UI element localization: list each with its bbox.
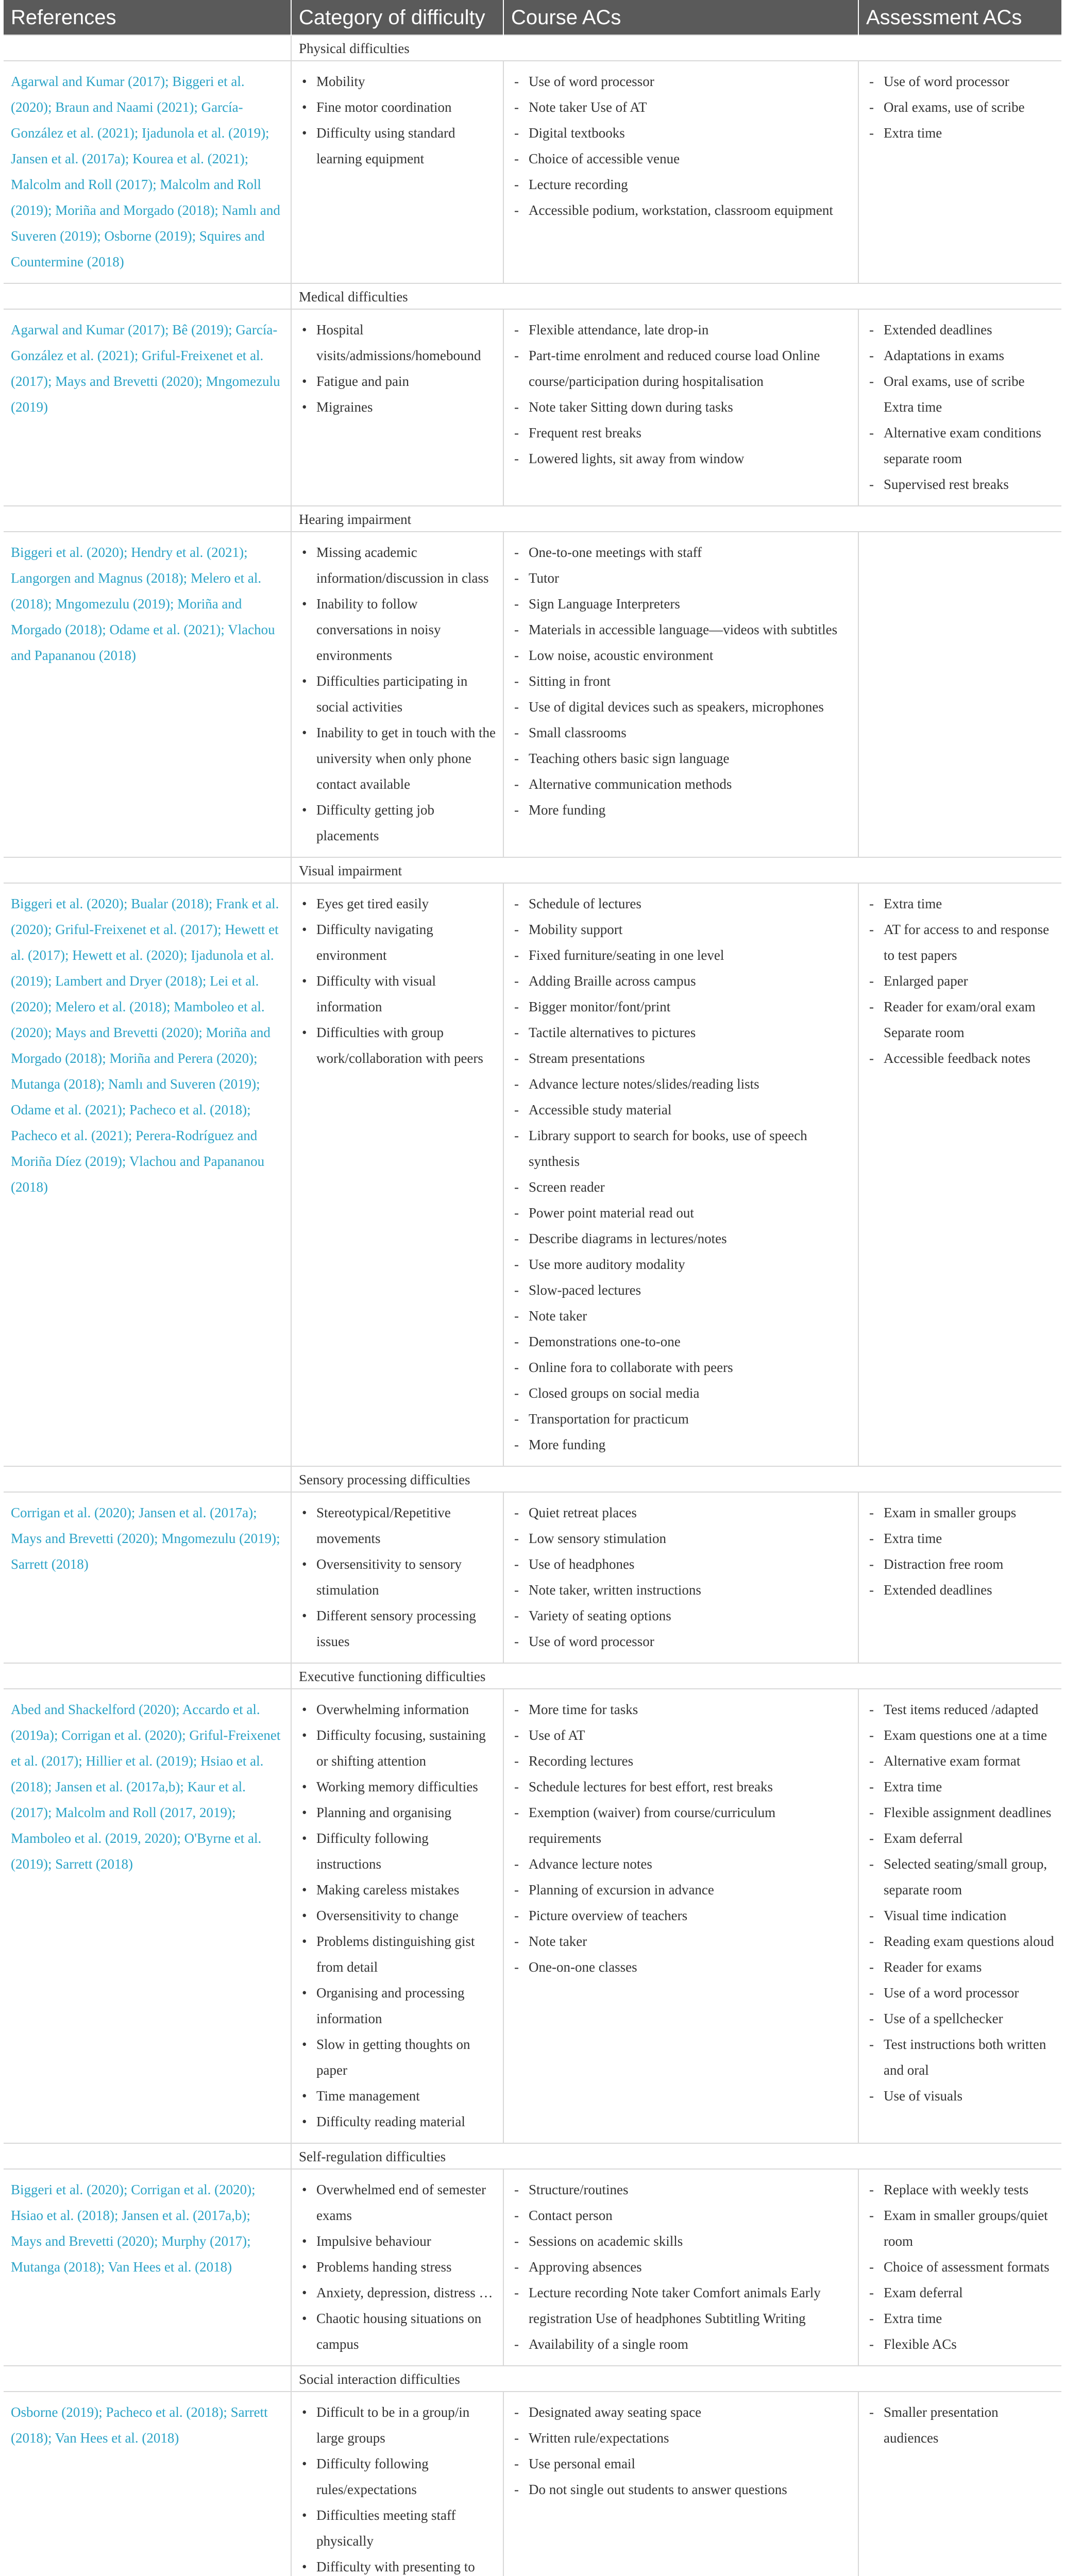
list-item: - Structure/routines [511,2177,851,2202]
list-item: - Choice of assessment formats [866,2254,1054,2280]
course-acs-cell [503,532,858,857]
list-item: - Sessions on academic skills [511,2228,851,2254]
list-item: • Overwhelming information [299,1697,496,1722]
list-item: - Exam deferral [866,1825,1054,1851]
list-item: • Planning and organising [299,1800,496,1825]
bullet-list [866,69,1054,146]
list-item: - More time for tasks [511,1697,851,1722]
list-item: • Fine motor coordination [299,94,496,120]
list-item: - One-to-one meetings with staff [511,539,851,565]
list-item: - Oral exams, use of scribe [866,94,1054,120]
section-title: Hearing impairment [291,506,1061,532]
list-item: - Use of headphones [511,1551,851,1577]
list-item: - Fixed furniture/seating in one level [511,942,851,968]
list-item: • Overwhelmed end of semester exams [299,2177,496,2228]
section-spacer [4,2366,291,2392]
list-item: - Stream presentations [511,1045,851,1071]
list-item: • Time management [299,2083,496,2109]
list-item: - Teaching others basic sign language [511,745,851,771]
bullet-list [299,539,496,849]
bullet-list [866,317,1054,497]
list-item: - Closed groups on social media [511,1380,851,1406]
assessment-acs-cell [858,2169,1061,2366]
list-item: • Difficult to be in a group/in large groups [299,2399,496,2451]
bullet-list [866,1500,1054,1603]
list-item: - Extra time [866,2306,1054,2331]
bullet-list [299,1500,496,1654]
list-item: • Difficulties meeting staff physically [299,2502,496,2554]
list-item: • Difficulty focusing, sustaining or shifting attention [299,1722,496,1774]
list-item: • Chaotic housing situations on campus [299,2306,496,2357]
list-item: - Test items reduced /adapted [866,1697,1054,1722]
list-item: - Frequent rest breaks [511,420,851,446]
list-item: - Use of word processor [511,1629,851,1654]
list-item: - Supervised rest breaks [866,471,1054,497]
list-item: - Use of digital devices such as speakers, microphones [511,694,851,720]
list-item: - Tutor [511,565,851,591]
list-item: • Difficulty with visual information [299,968,496,1020]
references-cell: Osborne (2019); Pacheco et al. (2018); Sarrett (2018); Van Hees et al. (2018) [4,2392,291,2576]
header-references: References [4,0,291,35]
list-item: - Accessible feedback notes [866,1045,1054,1071]
list-item: - Adaptations in exams [866,343,1054,368]
table-body [4,35,1061,2576]
references-cell: Agarwal and Kumar (2017); Bê (2019); García-González et al. (2021); Griful-Freixenet et al. (2017); Mays and Brevetti (2020); Mngomezulu (2019) [4,309,291,506]
table-row [4,309,1061,506]
list-item: - Use of visuals [866,2083,1054,2109]
category-cell [291,883,503,1466]
course-acs-cell [503,2169,858,2366]
list-item: - Transportation for practicum [511,1406,851,1432]
list-item: - Replace with weekly tests [866,2177,1054,2202]
bullet-list [866,2177,1054,2357]
list-item: - Accessible study material [511,1097,851,1123]
list-item: - Note taker, written instructions [511,1577,851,1603]
list-item: • Anxiety, depression, distress … [299,2280,496,2306]
list-item: - Low noise, acoustic environment [511,642,851,668]
list-item: - Alternative exam conditions separate room [866,420,1054,471]
list-item: - Use of a spellchecker [866,2006,1054,2031]
references-cell: Abed and Shackelford (2020); Accardo et al. (2019a); Corrigan et al. (2020); Griful-Freixenet et al. (2017); Hillier et al. (2019); Hsiao et al. (2018); Jansen et al. (2017a,b); Kaur et al. (2017); Malcolm and Roll (2017, 2019); Mamboleo et al. (2019, 2020); O'Byrne et al. (2019); Sarrett (2018) [4,1689,291,2143]
section-title-row [4,857,1061,883]
list-item: - Extended deadlines [866,317,1054,343]
list-item: - Flexible ACs [866,2331,1054,2357]
bullet-list [299,317,496,420]
list-item: • Difficulties with group work/collaboration with peers [299,1020,496,1071]
list-item: - Alternative communication methods [511,771,851,797]
list-item: - Note taker Use of AT [511,94,851,120]
list-item: • Difficulty following instructions [299,1825,496,1877]
bullet-list [866,891,1054,1071]
list-item: • Difficulty using standard learning equipment [299,120,496,172]
list-item: - Bigger monitor/font/print [511,994,851,1020]
category-cell [291,2169,503,2366]
list-item: - Sign Language Interpreters [511,591,851,617]
course-acs-cell [503,309,858,506]
list-item: • Difficulty getting job placements [299,797,496,849]
course-acs-cell [503,1492,858,1663]
list-item: • Difficulty with presenting to [299,2554,496,2576]
section-spacer [4,1466,291,1492]
table-row [4,1492,1061,1663]
list-item: - Extra time [866,1526,1054,1551]
list-item: • Fatigue and pain [299,368,496,394]
references-cell: Biggeri et al. (2020); Bualar (2018); Frank et al. (2020); Griful-Freixenet et al. (2017); Hewett et al. (2017); Hewett et al. (2020); Ijadunola et al. (2019); Lambert and Dryer (2018); Lei et al. (2020); Melero et al. (2018); Mamboleo et al. (2020); Mays and Brevetti (2020); Moriña and Morgado (2018); Moriña and Perera (2020); Mutanga (2018); Namlı and Suveren (2019); Odame et al. (2021); Pacheco et al. (2018); Pacheco et al. (2021); Perera-Rodríguez and Moriña Díez (2019); Vlachou and Papananou (2018) [4,883,291,1466]
list-item: - Note taker [511,1928,851,1954]
bullet-list [511,69,851,223]
list-item: - Test instructions both written and oral [866,2031,1054,2083]
category-cell [291,2392,503,2576]
course-acs-cell [503,883,858,1466]
list-item: - Digital textbooks [511,120,851,146]
list-item: - Visual time indication [866,1903,1054,1928]
list-item: - Schedule of lectures [511,891,851,917]
bullet-list [511,1500,851,1654]
header-assessment-acs: Assessment ACs [858,0,1061,35]
references-cell: Biggeri et al. (2020); Corrigan et al. (2020); Hsiao et al. (2018); Jansen et al. (2017a,b); Mays and Brevetti (2020); Murphy (2017); Mutanga (2018); Van Hees et al. (2018) [4,2169,291,2366]
list-item: - Selected seating/small group, separate room [866,1851,1054,1903]
section-title-row [4,506,1061,532]
category-cell [291,61,503,283]
list-item: - Contact person [511,2202,851,2228]
section-title: Social interaction difficulties [291,2366,1061,2392]
list-item: - Small classrooms [511,720,851,745]
section-title-row [4,1663,1061,1689]
list-item: • Making careless mistakes [299,1877,496,1903]
list-item: - Advance lecture notes [511,1851,851,1877]
list-item: - Use of word processor [511,69,851,94]
course-acs-cell [503,2392,858,2576]
list-item: - Materials in accessible language—videos with subtitles [511,617,851,642]
list-item: - Smaller presentation audiences [866,2399,1054,2451]
section-title: Physical difficulties [291,35,1061,61]
table-header [4,0,1061,35]
list-item: • Difficulty following rules/expectations [299,2451,496,2502]
list-item: - Note taker Sitting down during tasks [511,394,851,420]
list-item: • Oversensitivity to change [299,1903,496,1928]
section-spacer [4,35,291,61]
list-item: - AT for access to and response to test papers [866,917,1054,968]
list-item: • Working memory difficulties [299,1774,496,1800]
list-item: - Recording lectures [511,1748,851,1774]
assessment-acs-cell [858,309,1061,506]
list-item: - Use more auditory modality [511,1251,851,1277]
list-item: - Demonstrations one-to-one [511,1329,851,1354]
section-title: Sensory processing difficulties [291,1466,1061,1492]
list-item: • Problems distinguishing gist from detail [299,1928,496,1980]
references-cell: Biggeri et al. (2020); Hendry et al. (2021); Langorgen and Magnus (2018); Melero et al. (2018); Mngomezulu (2019); Moriña and Morgado (2018); Odame et al. (2021); Vlachou and Papananou (2018) [4,532,291,857]
section-title-row [4,35,1061,61]
bullet-list [299,2399,496,2576]
assessment-acs-cell [858,1689,1061,2143]
section-spacer [4,2143,291,2169]
table-row [4,883,1061,1466]
section-spacer [4,506,291,532]
course-acs-cell [503,1689,858,2143]
assessment-acs-cell [858,883,1061,1466]
list-item: • Migraines [299,394,496,420]
list-item: - More funding [511,1432,851,1458]
list-item: • Inability to get in touch with the university when only phone contact available [299,720,496,797]
bullet-list [299,1697,496,2134]
section-title: Executive functioning difficulties [291,1663,1061,1689]
list-item: • Inability to follow conversations in noisy environments [299,591,496,668]
list-item: - Lecture recording Note taker Comfort animals Early registration Use of headphones Subtitling Writing [511,2280,851,2331]
list-item: - Distraction free room [866,1551,1054,1577]
bullet-list [511,539,851,823]
table-row [4,532,1061,857]
list-item: - Exemption (waiver) from course/curriculum requirements [511,1800,851,1851]
bullet-list [299,2177,496,2357]
list-item: - Flexible assignment deadlines [866,1800,1054,1825]
assessment-acs-cell [858,532,1061,857]
list-item: • Difficulty reading material [299,2109,496,2134]
list-item: - Slow-paced lectures [511,1277,851,1303]
list-item: - Planning of excursion in advance [511,1877,851,1903]
section-title: Visual impairment [291,857,1061,883]
list-item: • Impulsive behaviour [299,2228,496,2254]
assessment-acs-cell [858,2392,1061,2576]
section-spacer [4,283,291,309]
bullet-list [866,2399,1054,2451]
bullet-list [511,317,851,471]
list-item: - Power point material read out [511,1200,851,1226]
list-item: - Oral exams, use of scribe Extra time [866,368,1054,420]
list-item: - Low sensory stimulation [511,1526,851,1551]
category-cell [291,1492,503,1663]
list-item: - Use of AT [511,1722,851,1748]
list-item: - Use of word processor [866,69,1054,94]
list-item: - Approving absences [511,2254,851,2280]
list-item: - Reading exam questions aloud [866,1928,1054,1954]
section-spacer [4,1663,291,1689]
bullet-list [511,2177,851,2357]
course-acs-cell [503,61,858,283]
list-item: - Online fora to collaborate with peers [511,1354,851,1380]
section-title-row [4,2143,1061,2169]
list-item: - Library support to search for books, use of speech synthesis [511,1123,851,1174]
list-item: - Choice of accessible venue [511,146,851,172]
list-item: - Exam questions one at a time [866,1722,1054,1748]
list-item: - Note taker [511,1303,851,1329]
category-cell [291,309,503,506]
list-item: • Different sensory processing issues [299,1603,496,1654]
list-item: - Quiet retreat places [511,1500,851,1526]
list-item: • Slow in getting thoughts on paper [299,2031,496,2083]
list-item: - Lowered lights, sit away from window [511,446,851,471]
list-item: • Problems handing stress [299,2254,496,2280]
list-item: • Eyes get tired easily [299,891,496,917]
list-item: - Sitting in front [511,668,851,694]
accommodations-table [4,0,1061,2576]
list-item: - Mobility support [511,917,851,942]
list-item: - Availability of a single room [511,2331,851,2357]
list-item: - Tactile alternatives to pictures [511,1020,851,1045]
list-item: - Lecture recording [511,172,851,197]
section-title-row [4,1466,1061,1492]
table-row [4,61,1061,283]
list-item: • Missing academic information/discussion in class [299,539,496,591]
list-item: - Exam in smaller groups [866,1500,1054,1526]
references-cell: Agarwal and Kumar (2017); Biggeri et al. (2020); Braun and Naami (2021); García-González et al. (2021); Ijadunola et al. (2019); Jansen et al. (2017a); Kourea et al. (2021); Malcolm and Roll (2017); Malcolm and Roll (2019); Moriña and Morgado (2018); Namlı and Suveren (2019); Osborne (2019); Squires and Countermine (2018) [4,61,291,283]
category-cell [291,532,503,857]
assessment-acs-cell [858,1492,1061,1663]
list-item: • Oversensitivity to sensory stimulation [299,1551,496,1603]
table-row [4,2169,1061,2366]
section-title: Self-regulation difficulties [291,2143,1061,2169]
list-item: • Hospital visits/admissions/homebound [299,317,496,368]
list-item: - Advance lecture notes/slides/reading lists [511,1071,851,1097]
list-item: • Difficulties participating in social activities [299,668,496,720]
list-item: - Exam in smaller groups/quiet room [866,2202,1054,2254]
references-cell: Corrigan et al. (2020); Jansen et al. (2017a); Mays and Brevetti (2020); Mngomezulu (2019); Sarrett (2018) [4,1492,291,1663]
list-item: - Designated away seating space [511,2399,851,2425]
list-item: - Extra time [866,891,1054,917]
header-course-acs: Course ACs [503,0,858,35]
bullet-list [511,1697,851,1980]
list-item: - Extra time [866,120,1054,146]
list-item: - Reader for exams [866,1954,1054,1980]
bullet-list [511,2399,851,2502]
list-item: - Adding Braille across campus [511,968,851,994]
list-item: - Alternative exam format [866,1748,1054,1774]
header-category: Category of difficulty [291,0,503,35]
list-item: - Picture overview of teachers [511,1903,851,1928]
list-item: • Organising and processing information [299,1980,496,2031]
list-item: - More funding [511,797,851,823]
list-item: - Use of a word processor [866,1980,1054,2006]
list-item: - Part-time enrolment and reduced course load Online course/participation during hospitalisation [511,343,851,394]
list-item: - Describe diagrams in lectures/notes [511,1226,851,1251]
bullet-list [511,891,851,1458]
list-item: - Screen reader [511,1174,851,1200]
bullet-list [299,891,496,1071]
list-item: - One-on-one classes [511,1954,851,1980]
list-item: - Extra time [866,1774,1054,1800]
list-item: • Difficulty navigating environment [299,917,496,968]
list-item: - Enlarged paper [866,968,1054,994]
table-row [4,1689,1061,2143]
section-title-row [4,283,1061,309]
list-item: - Use personal email [511,2451,851,2477]
bullet-list [299,69,496,172]
section-spacer [4,857,291,883]
list-item: - Extended deadlines [866,1577,1054,1603]
list-item: - Schedule lectures for best effort, rest breaks [511,1774,851,1800]
category-cell [291,1689,503,2143]
list-item: - Variety of seating options [511,1603,851,1629]
section-title: Medical difficulties [291,283,1061,309]
list-item: - Flexible attendance, late drop-in [511,317,851,343]
table-row [4,2392,1061,2576]
list-item: - Do not single out students to answer questions [511,2477,851,2502]
list-item: • Mobility [299,69,496,94]
list-item: - Written rule/expectations [511,2425,851,2451]
list-item: - Accessible podium, workstation, classroom equipment [511,197,851,223]
bullet-list [866,1697,1054,2109]
section-title-row [4,2366,1061,2392]
assessment-acs-cell [858,61,1061,283]
list-item: - Reader for exam/oral exam Separate room [866,994,1054,1045]
list-item: - Exam deferral [866,2280,1054,2306]
list-item: • Stereotypical/Repetitive movements [299,1500,496,1551]
